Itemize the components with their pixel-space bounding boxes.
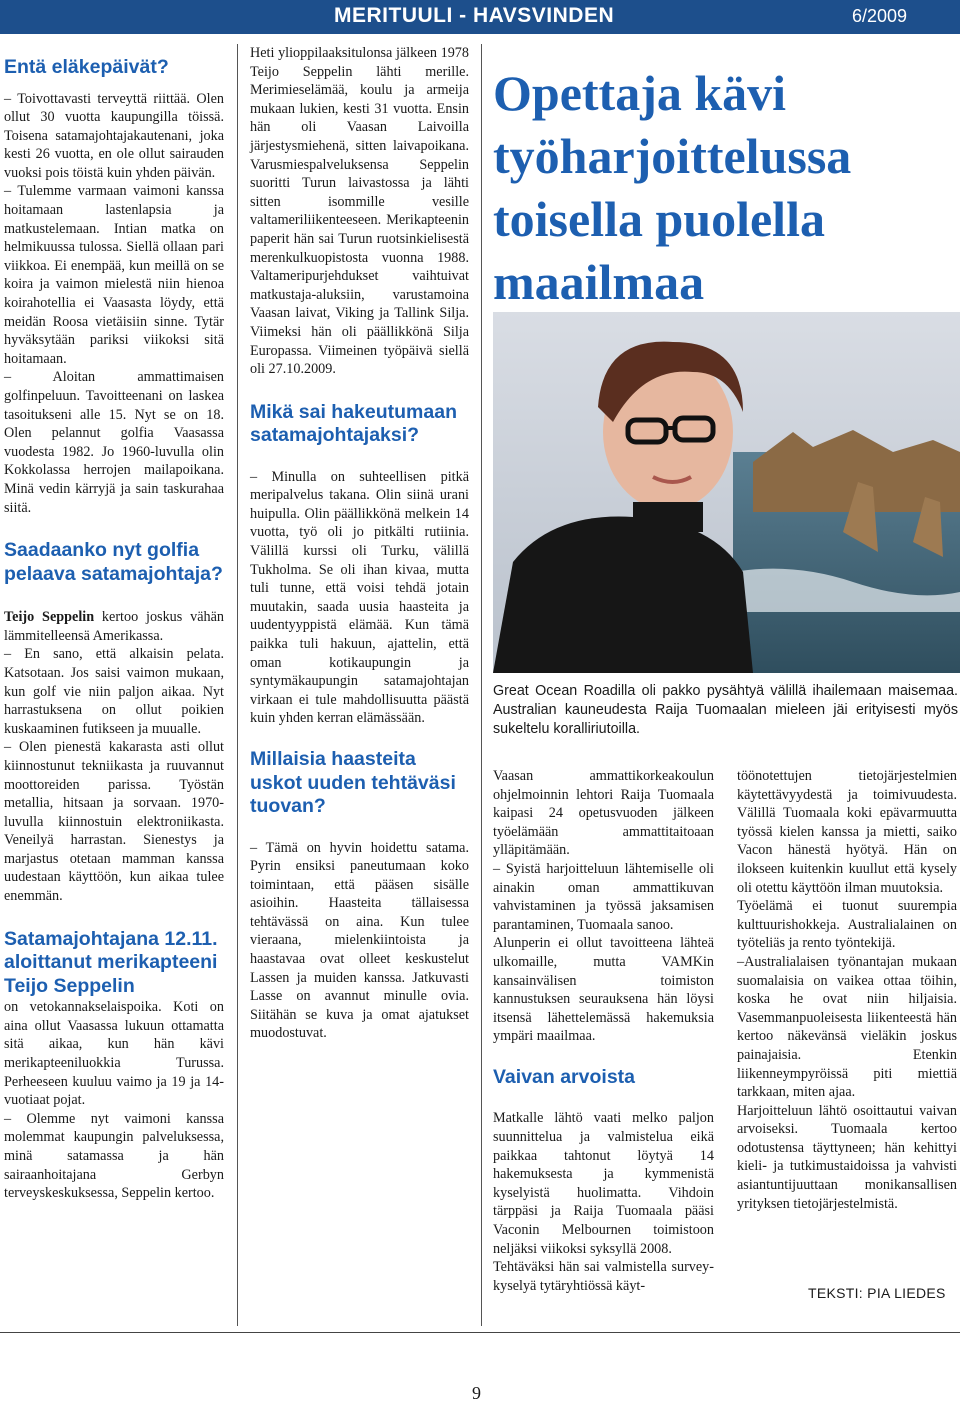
heading-why-harbour-master: Mikä sai hakeutumaan satamajohtajaksi? (250, 400, 457, 447)
footer-divider (0, 1332, 960, 1333)
paragraph: Työelämä ei tuonut suurempia kulttuurishokkeja. Australialainen on työteliäs ja rento työntekijä. (737, 898, 957, 952)
heading-challenges: Millaisia haasteita uskot uuden tehtäväsi tuovan? (250, 748, 456, 817)
column-divider (481, 44, 482, 1326)
magazine-title: MERITUULI - HAVSVINDEN (334, 4, 615, 27)
paragraph: – Minulla on suhteellisen pitkä meripalvelus takana. Olin siinä urani huipulla. Olin päällikkönä melkein 14 vuotta, työ oli jo pitkälti rutiinia. Välillä kurssi oli Turku, välillä Tukholma. Se oli ihan kivaa, mutta tuli tunne, että voisi tehdä jotain muutakin, saada uusia haasteita ja uudentyyppistä elämää. Kun tämä paikka tuli hakuun, ajattelin, että oman kotikaupungin ja syntymäkaupungin satamajohtajan virkaan ei tule mahdollisuutta päästä kuin yhden kerran elämässään. (250, 468, 469, 727)
photo-illustration (493, 312, 960, 673)
page-number: 9 (472, 1383, 481, 1403)
paragraph (4, 608, 224, 645)
heading-retirement: Entä eläkepäivät? (4, 56, 169, 78)
feature-title-block (493, 62, 953, 314)
paragraph: – Aloitan ammattimaisen golfinpeluun. Tavoitteenani on laskea tasoitukseni alle 15. Nyt se on 18. Olen pelannut golfia Vaasassa vuodesta 1982. Jo 1960-luvulla olin Kokkolassa herrojen mailapoikana. Minä vedin kärryjä ja sain taskurahaa siitä. (4, 369, 224, 516)
paragraph: Tehtäväksi hän sai valmistella survey-kyselyä tytäryhtiössä käyt- (493, 1259, 714, 1294)
paragraph: Heti ylioppilaaksitulonsa jälkeen 1978 Teijo Seppelin lähti merille. Merimieselämää, koulu ja armeija mukaan lukien, kesti 31 vuotta. Ensin hän oli Vaasan Laivoilla järjestysmiehenä, sitten laivapoikana. Varusmiespalveluksensa Seppelin suoritti Turun laivastossa ja lähti sitten isommille vesille valtameriliikenteeseen. Merikapteenin paperit hän sai Turun ruotsinkielisestä merenkulkuopistosta vuonna 1988. Valtameripurjehdukset vaihtuivat matkustaja-aluksiin, varustamoina Vaasan laivat, Viking ja Tallink Silja. Viimeksi hän oli päällikkönä Silja Europassa. Viimeinen työpäivä siellä oli 27.10.2009. (250, 45, 469, 378)
paragraph: – Tämä on hyvin hoidettu satama. Pyrin ensiksi paneutumaan koko toimintaan, että pääsen sisälle asioihin. Haasteita tällaisessa tehtävässä on aina. Kun tulee vieraana, mielenkiintoista ja haastavaa ovat olleet keskustelut Lassen ja muiden kanssa. Jatkuvasti Lasse on avannut minulle ovia. Siitähän se kuva ja omat ajatukset muodostuvat. (250, 839, 469, 1042)
paragraph: on vetokannakselaispoika. Koti on aina ollut Vaasassa lukuun ottamatta sitä aikaa, kun hän kävi merikapteeniluokkia Turussa. Perheeseen kuuluu vaimo ja 19 ja 14-vuotiaat pojat. (4, 999, 224, 1109)
paragraph: –Australialaisen työnantajan mukaan suomalaisia on vaikea ottaa töihin, koska he ovat niin hiljaisia. Vasemmanpuoleisesta liikenteestä hän kertoo näkevänsä vieläkin joskus painajaisia. Etenkin liikenneympyröissä piti miettiä tarkkaan, miten ajaa. (737, 953, 957, 1101)
paragraph-text: kertoo joskus vähän lämmitelleensä Amerikassa. (4, 609, 224, 644)
feature-title: Opettaja kävi työharjoittelussa toisella puolella maailmaa (493, 65, 852, 310)
paragraph: – Olen pienestä kakarasta asti ollut kiinnostunut tekniikasta ja ruuvannut moottoreiden parissa. Työstän metallia, hitsaan ja sorvaan. 1970-luvulla kiinnostuin elektroniikasta. Veneilyä harrastan. Sienestys ja marjastus otetaan mamman kanssa uudestaan käyttöön, kun aikaa tulee enemmän. (4, 739, 224, 905)
page-header (0, 0, 960, 34)
paragraph: Matkalle lähtö vaati melko paljon suunnittelua ja valmistelua eikä paikkaa tahtonut löytyä 14 hakemuksesta ja kymmenistä kyselyistä huolimatta. Vihdoin tärppäsi ja Raija Tuomaala pääsi Vaconin Melbournen toimistoon neljäksi viikoksi syksyllä 2008. (493, 1110, 714, 1257)
paragraph: – Syistä harjoitteluun lähtemiselle oli ainakin oman ammattikuvan vahvistaminen ja työssä jaksamisen parantaminen, Tuomaala sanoo. (493, 860, 714, 933)
column-2 (250, 44, 469, 1043)
photo-caption: Great Ocean Roadilla oli pakko pysähtyä välillä ihailemaan maisemaa. Australian kauneudesta Raija Tuomaalan mieleen jäi erityisesti myös sukeltelu koralliriutoilla. (493, 683, 958, 737)
paragraph: – En sano, että alkaisin pelata. Katsotaan. Jos saisi vaimon mukaan, kun golf vie niin paljon aikaa. Nyt harrastuksena on ollut poikien kuskaaminen futikseen ja muualle. (4, 646, 224, 737)
paragraph: – Toivottavasti terveyttä riittää. Olen ollut 30 vuotta kaupungilla töissä. Toisena satamajohtajakautenani, joka kesti 26 vuotta, en ole ollut sairauden vuoksi pois töistä kuin yhden päivän. (4, 90, 224, 181)
paragraph: Vaasan ammattikorkeakoulun ohjelmoinnin lehtori Raija Tuomaala kaipasi 24 opetusvuoden jälkeen työelämään ammattitaitoaan ylläpitämään. (493, 768, 714, 859)
feature-column-1 (493, 767, 714, 1295)
paragraph: Alunperin ei ollut tavoitteena lähteä ulkomaille, mutta VAMKin kansainvälisen toimiston kannustuksen seurauksena hän löysi itsensä lähettelemässä hakemuksia ympäri maailmaa. (493, 935, 714, 1045)
paragraph: – Olemme nyt vaimoni kanssa molemmat kaupungin palveluksessa, minä satamassa ja hän sairaanhoitajana Gerbyn terveyskeskuksessa, Seppelin kertoo. (4, 1110, 224, 1202)
issue-number: 6/2009 (851, 6, 907, 26)
photo-woman-at-coast (493, 312, 960, 673)
paragraph: töönotettujen tietojärjestelmien käytettävyydestä ja toimivuudesta. Välillä Tuomaala koki epävarmuutta työssä kielen kanssa ja mietti, saiko Vacon hänestä hyötyä. Hän on ilokseen kuitenkin kuullut että kysely oli otettu käyttöön ilman muutoksia. (737, 768, 957, 896)
paragraph: Harjoitteluun lähtö osoittautui vaivan arvoiseksi. Tuomaala kertoo odotustensa täyttyneen; hän kehittyi kieli- ja tutkimustaidoissa ja vahvisti asiantuntijuuttaan monikansallisen yrityksen tietojärjestelmistä. (737, 1102, 957, 1212)
column-divider (237, 44, 238, 1326)
feature-column-2 (737, 767, 957, 1213)
heading-golf: Saadaanko nyt golfia pelaava satamajohtaja? (4, 539, 223, 585)
paragraph: – Tulemme varmaan vaimoni kanssa hoitamaan lastenlapsia ja matkustelemaan. Intian matka on helmikuussa tulossa. Siellä ollaan pari viikkoa. Ei enempää, kun meillä on se koira ja vaimon mielestä niin hienoa koirahotellia ei Vaasasta löydy, että meidän Roosa vietäisiin sinne. Tytär hyväksytään pariksi viikoksi sitä hoitamaan. (4, 183, 224, 367)
name-teijo-seppelin: Teijo Seppelin (4, 609, 95, 626)
column-1 (4, 56, 224, 1203)
heading-worth-the-effort: Vaivan arvoista (493, 1065, 636, 1088)
author-credit: TEKSTI: PIA LIEDES (808, 1285, 946, 1301)
heading-new-harbour-master: Satamajohtajana 12.11. aloittanut merikapteeni Teijo Seppelin (4, 927, 218, 997)
